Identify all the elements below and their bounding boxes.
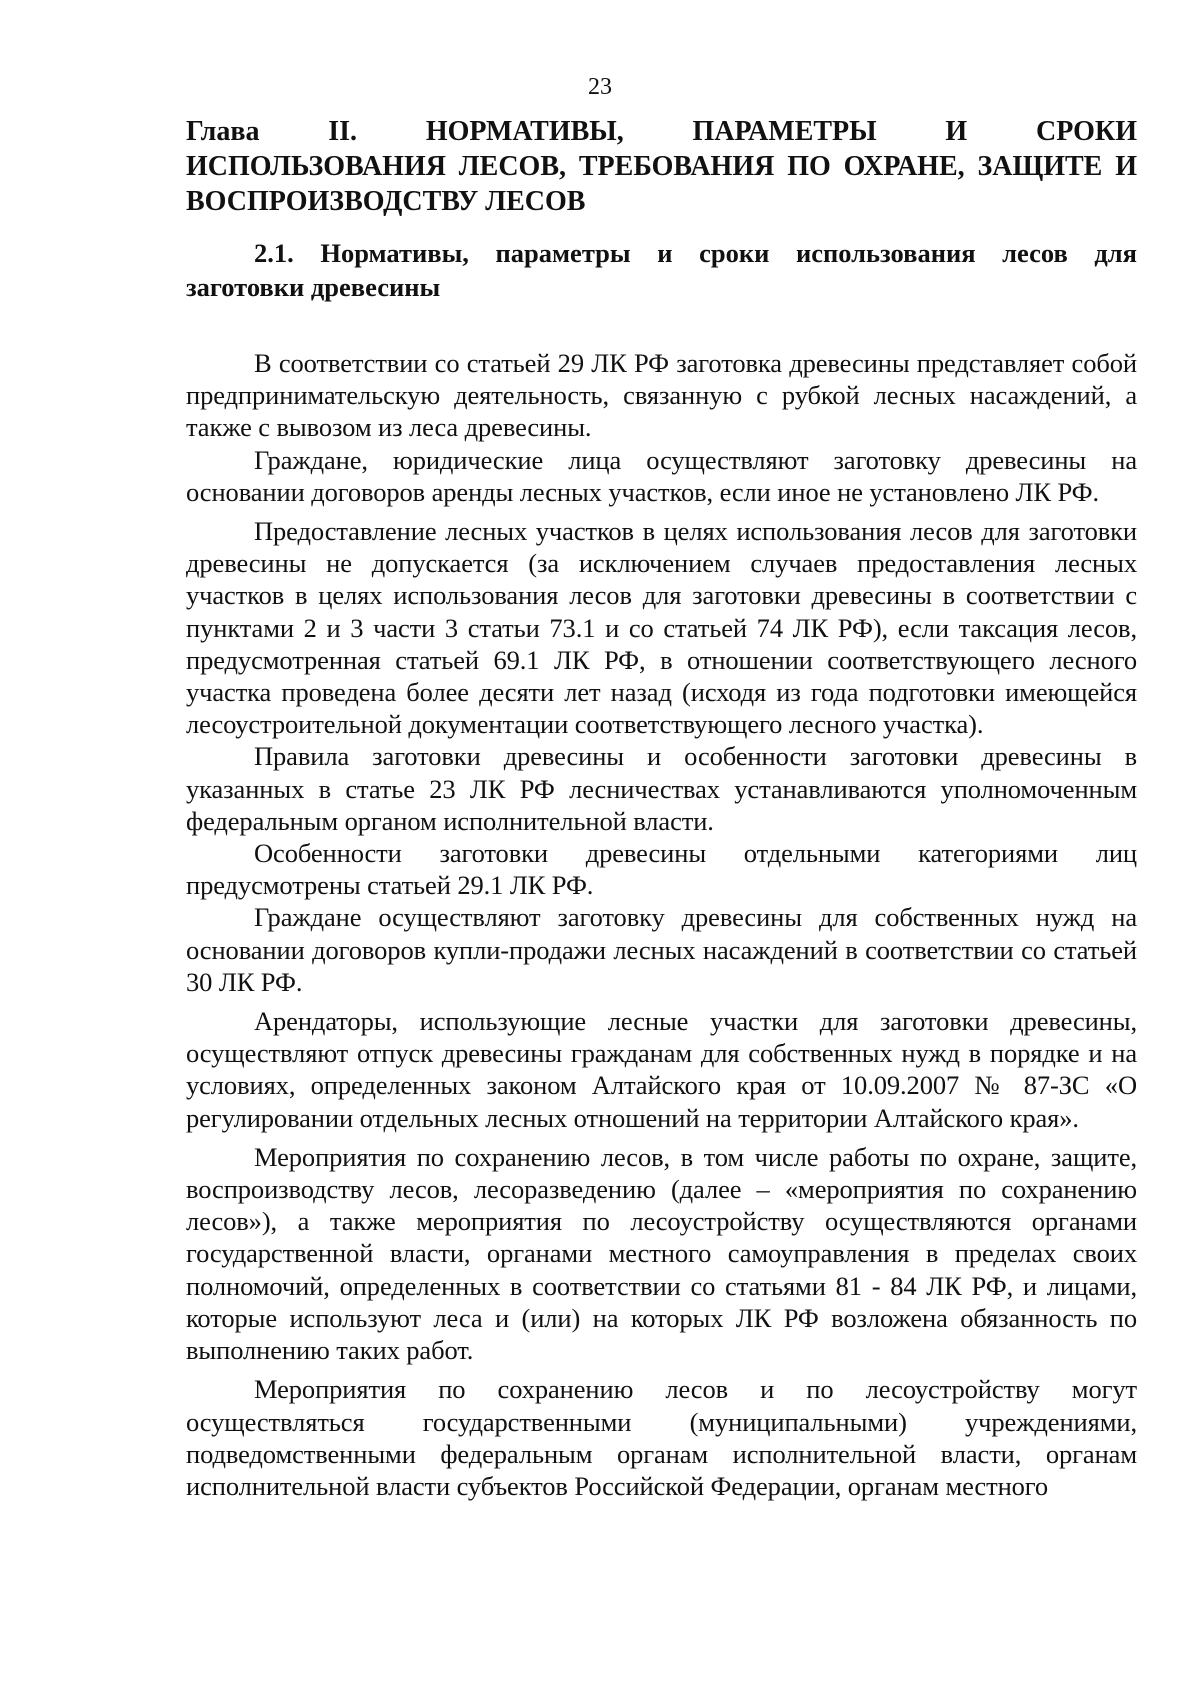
paragraph: Граждане осуществляют заготовку древесины для собственных нужд на основании договоров купли-продажи лесных насаждений в соответствии со статьей 30 ЛК РФ. (186, 902, 1137, 997)
paragraph: Предоставление лесных участков в целях использования лесов для заготовки древесины не допускается (за исключением случаев предоставления лесных участков в целях использования лесов для заготовки древесины в соответствии с пунктами 2 и 3 части 3 статьи 73.1 и со статьей 74 ЛК РФ), если таксация лесов, предусмотренная статьей 69.1 ЛК РФ, в отношении соответствующего лесного участка проведена более десяти лет назад (исходя из года подготовки имеющейся лесоустроительной документации соответствующего лесного участка). (186, 516, 1137, 740)
chapter-title-rest: ИСПОЛЬЗОВАНИЯ ЛЕСОВ, ТРЕБОВАНИЯ ПО ОХРАНЕ, ЗАЩИТЕ И ВОСПРОИЗВОДСТВУ ЛЕСОВ (186, 151, 1137, 217)
paragraph: Мероприятия по сохранению лесов, в том числе работы по охране, защите, воспроизводству лесов, лесоразведению (далее – «мероприятия по сохранению лесов»), а также мероприятия по лесоустройству осуществляются органами государственной власти, органами местного самоуправления в пределах своих полномочий, определенных в соответствии со статьями 81 - 84 ЛК РФ, и лицами, которые используют леса и (или) на которых ЛК РФ возложена обязанность по выполнению таких работ. (186, 1141, 1137, 1366)
chapter-title (186, 114, 1137, 219)
paragraph: В соответствии со статьей 29 ЛК РФ заготовка древесины представляет собой предпринимательскую деятельность, связанную с рубкой лесных насаждений, а также с вывозом из леса древесины. (186, 348, 1137, 443)
paragraph: Правила заготовки древесины и особенности заготовки древесины в указанных в статье 23 ЛК РФ лесничествах устанавливаются уполномоченным федеральным органом исполнительной власти. (186, 741, 1137, 836)
section-title (186, 236, 1137, 304)
section-title-line1: 2.1. Нормативы, параметры и сроки использования лесов для (254, 238, 1137, 268)
body-text (186, 347, 1137, 1502)
page-number: 23 (588, 74, 612, 100)
paragraph: Арендаторы, использующие лесные участки для заготовки древесины, осуществляют отпуск древесины гражданам для собственных нужд в порядке и на условиях, определенных законом Алтайского края от 10.09.2007 № 87-ЗС «О регулировании отдельных лесных отношений на территории Алтайского края». (186, 1006, 1137, 1133)
section-title-rest: заготовки древесины (186, 272, 441, 302)
chapter-title-line1: Глава II. НОРМАТИВЫ, ПАРАМЕТРЫ И СРОКИ (186, 116, 1137, 147)
paragraph: Особенности заготовки древесины отдельными категориями лиц предусмотрены статьей 29.1 ЛК РФ. (186, 838, 1137, 901)
paragraph: Мероприятия по сохранению лесов и по лесоустройству могут осуществляться государственными (муниципальными) учреждениями, подведомственными федеральным органам исполнительной власти, органам исполнительной власти субъектов Российской Федерации, органам местного (186, 1374, 1137, 1501)
paragraph: Граждане, юридические лица осуществляют заготовку древесины на основании договоров аренды лесных участков, если иное не установлено ЛК РФ. (186, 444, 1137, 507)
